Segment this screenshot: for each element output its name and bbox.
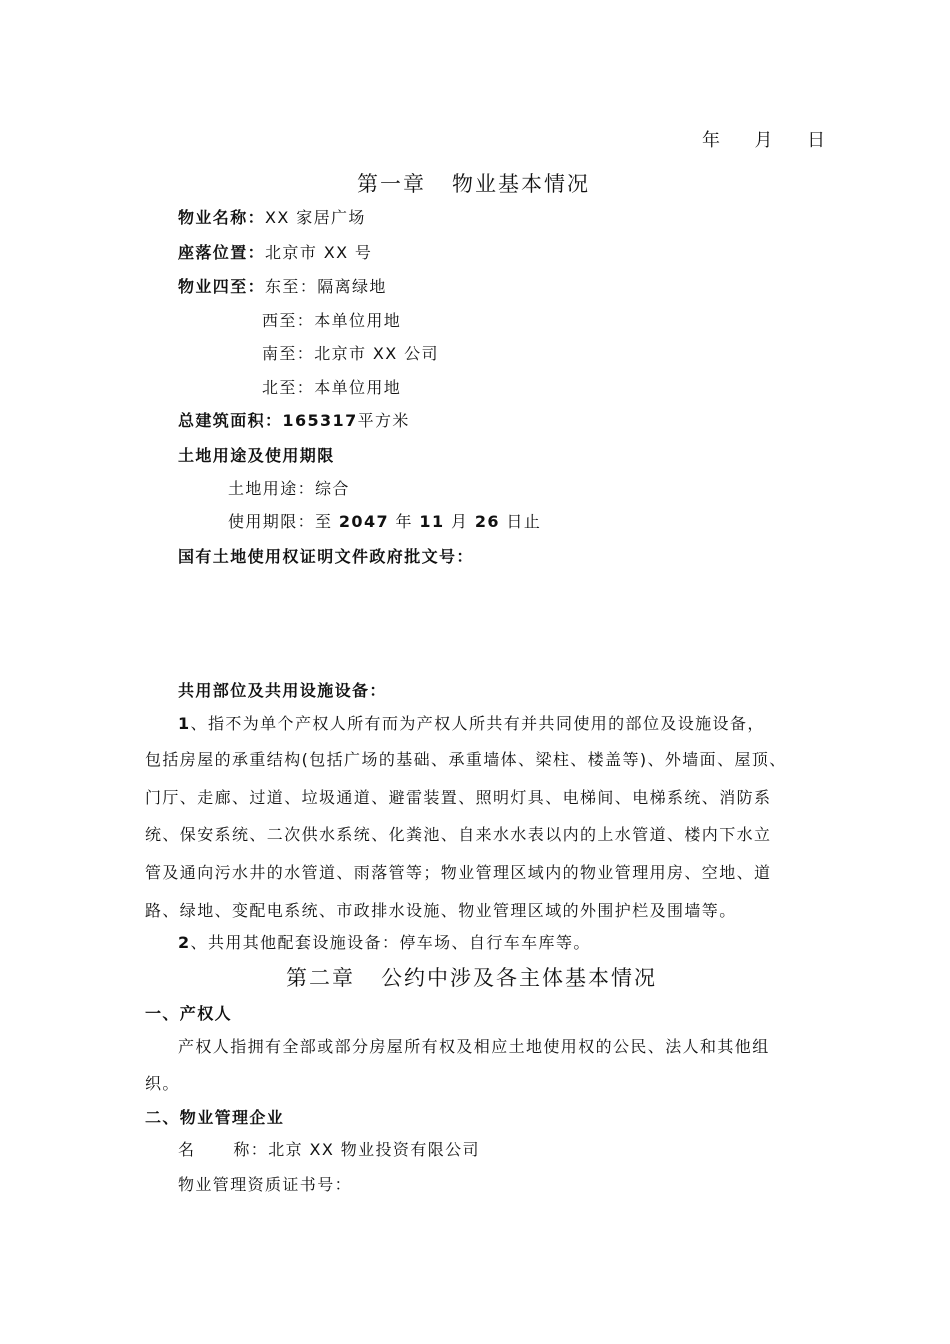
total-area <box>178 408 410 431</box>
chapter-2-title <box>286 962 657 992</box>
company-name-value: 北京 XX 物业投资有限公司 <box>268 1140 480 1159</box>
bound-south: 南至：北京市 XX 公司 <box>262 344 439 363</box>
owner-definition-line-2: 织。 <box>145 1074 180 1093</box>
date-day: 日 <box>807 130 827 151</box>
land-heading: 土地用途及使用期限 <box>178 446 335 465</box>
chapter-1-number: 第一章 <box>357 172 426 196</box>
property-name <box>178 205 366 228</box>
total-area-label: 总建筑面积： <box>178 411 283 430</box>
item-1-line-6: 路、绿地、变配电系统、市政排水设施、物业管理区域的外围护栏及围墙等。 <box>145 901 737 920</box>
chapter-1-title <box>357 168 590 198</box>
land-term-month-unit: 月 <box>444 512 475 531</box>
bound-north: 北至：本单位用地 <box>262 378 402 397</box>
land-cert-label: 国有土地使用权证明文件政府批文号： <box>178 547 474 566</box>
date-line <box>676 126 826 152</box>
company-name <box>178 1137 480 1160</box>
land-term <box>228 509 541 532</box>
shared-facilities-heading: 共用部位及共用设施设备： <box>178 681 387 700</box>
chapter-2-number: 第二章 <box>286 966 355 990</box>
bound-east: 东至：隔离绿地 <box>265 277 387 296</box>
total-area-value: 165317 <box>282 411 358 430</box>
property-location-value: 北京市 XX 号 <box>265 243 373 262</box>
property-location <box>178 240 372 263</box>
land-term-month: 11 <box>419 512 445 531</box>
item-1-line-1 <box>178 711 765 734</box>
land-use: 土地用途：综合 <box>228 479 350 498</box>
item-1-line-4: 统、保安系统、二次供水系统、化粪池、自来水水表以内的上水管道、楼内下水立 <box>145 825 772 844</box>
section-owner-heading: 一、产权人 <box>145 1004 233 1023</box>
total-area-unit: 平方米 <box>357 411 410 430</box>
item-1-line-3: 门厅、走廊、过道、垃圾通道、避雷装置、照明灯具、电梯间、电梯系统、消防系 <box>145 788 772 807</box>
property-name-value: XX 家居广场 <box>265 208 366 227</box>
property-bounds <box>178 274 387 297</box>
bound-west: 西至：本单位用地 <box>262 311 402 330</box>
property-name-label: 物业名称： <box>178 208 266 227</box>
item-1-number: 1 <box>178 714 191 733</box>
item-2-number: 2 <box>178 933 191 952</box>
land-term-prefix: 使用期限：至 <box>228 512 339 531</box>
chapter-2-heading: 公约中涉及各主体基本情况 <box>381 966 657 990</box>
land-term-year-unit: 年 <box>389 512 420 531</box>
property-bounds-label: 物业四至： <box>178 277 266 296</box>
company-name-label-a: 名 <box>178 1140 196 1159</box>
section-management-heading: 二、物业管理企业 <box>145 1108 285 1127</box>
item-2-text: 、共用其他配套设施设备：停车场、自行车车库等。 <box>190 933 591 952</box>
qualification-cert-label: 物业管理资质证书号： <box>178 1175 353 1194</box>
property-location-label: 座落位置： <box>178 243 266 262</box>
item-1-line-5: 管及通向污水井的水管道、雨落管等；物业管理区域内的物业管理用房、空地、道 <box>145 863 772 882</box>
date-year: 年 <box>702 130 722 151</box>
item-2 <box>178 930 591 953</box>
chapter-1-heading: 物业基本情况 <box>452 172 590 196</box>
company-name-label-b: 称： <box>233 1140 269 1159</box>
item-1-line-2: 包括房屋的承重结构(包括广场的基础、承重墙体、梁柱、楼盖等)、外墙面、屋顶、 <box>145 750 787 769</box>
date-month: 月 <box>754 130 774 151</box>
land-term-year: 2047 <box>338 512 390 531</box>
land-term-day: 26 <box>474 512 500 531</box>
land-term-suffix: 日止 <box>499 512 542 531</box>
owner-definition-line-1: 产权人指拥有全部或部分房屋所有权及相应土地使用权的公民、法人和其他组 <box>178 1037 770 1056</box>
item-1-text: 、指不为单个产权人所有而为产权人所共有并共同使用的部位及设施设备， <box>190 714 765 733</box>
